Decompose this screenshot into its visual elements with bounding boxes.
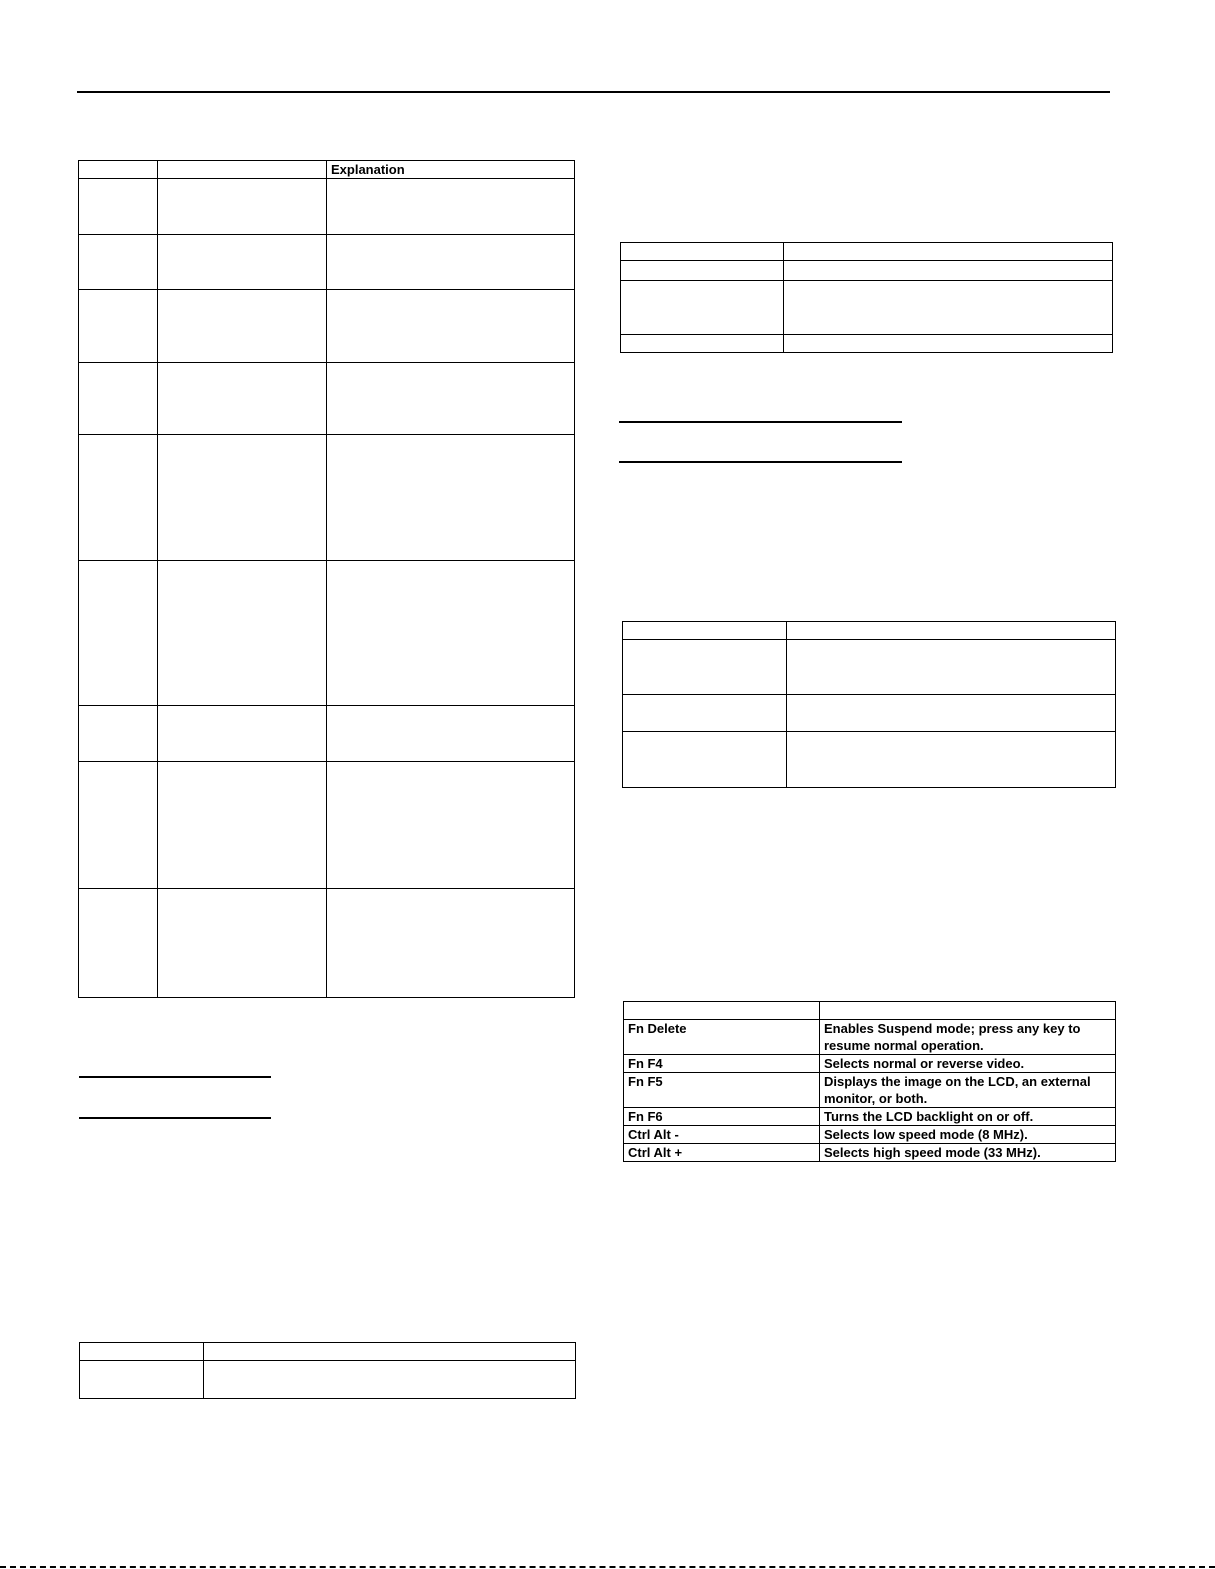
blank-underline (79, 1117, 271, 1119)
table-header-row (79, 161, 575, 179)
key-cell: Fn F4 (624, 1055, 820, 1073)
table-row (623, 640, 1116, 695)
table-row (624, 1126, 1116, 1144)
table-row (624, 1073, 1116, 1108)
table-row (621, 335, 1113, 353)
table-row (623, 695, 1116, 732)
table-row (79, 561, 575, 706)
header-cell (79, 161, 158, 179)
key-cell: Fn F5 (624, 1073, 820, 1108)
function-cell: Enables Suspend mode; press any key to resume normal operation. (820, 1020, 1116, 1055)
function-cell: Displays the image on the LCD, an external monitor, or both. (820, 1073, 1116, 1108)
right-table-2 (622, 621, 1116, 788)
right-table-1 (620, 242, 1113, 353)
table-row (624, 1020, 1116, 1055)
table-row (79, 179, 575, 235)
table-row (624, 1108, 1116, 1126)
table-row (623, 732, 1116, 788)
key-cell: Fn F6 (624, 1108, 820, 1126)
table-header-row (624, 1002, 1116, 1020)
table-row (79, 889, 575, 998)
function-cell: Selects low speed mode (8 MHz). (820, 1126, 1116, 1144)
table-row (79, 235, 575, 290)
table-row (80, 1361, 576, 1399)
header-cell-explanation: Explanation (327, 161, 575, 179)
table-header-row (80, 1343, 576, 1361)
key-cell: Fn Delete (624, 1020, 820, 1055)
blank-underline (619, 461, 902, 463)
blank-underline (79, 1076, 271, 1078)
left-table (78, 160, 575, 998)
table-row (624, 1055, 1116, 1073)
table-row (79, 706, 575, 762)
header-cell (158, 161, 327, 179)
blank-underline (619, 421, 902, 423)
key-cell: Ctrl Alt + (624, 1144, 820, 1162)
function-cell: Selects high speed mode (33 MHz). (820, 1144, 1116, 1162)
table-row (79, 363, 575, 435)
table-row (79, 435, 575, 561)
table-row (79, 762, 575, 889)
table-row (79, 290, 575, 363)
table-header-row (623, 622, 1116, 640)
key-cell: Ctrl Alt - (624, 1126, 820, 1144)
table-header-row (621, 243, 1113, 261)
table-row (621, 281, 1113, 335)
function-cell: Turns the LCD backlight on or off. (820, 1108, 1116, 1126)
header-rule (77, 91, 1110, 93)
table-row (624, 1144, 1116, 1162)
page-bottom-edge (0, 1566, 1215, 1568)
function-cell: Selects normal or reverse video. (820, 1055, 1116, 1073)
table-row (621, 261, 1113, 281)
keys-table (623, 1001, 1116, 1162)
bottom-left-table (79, 1342, 576, 1399)
